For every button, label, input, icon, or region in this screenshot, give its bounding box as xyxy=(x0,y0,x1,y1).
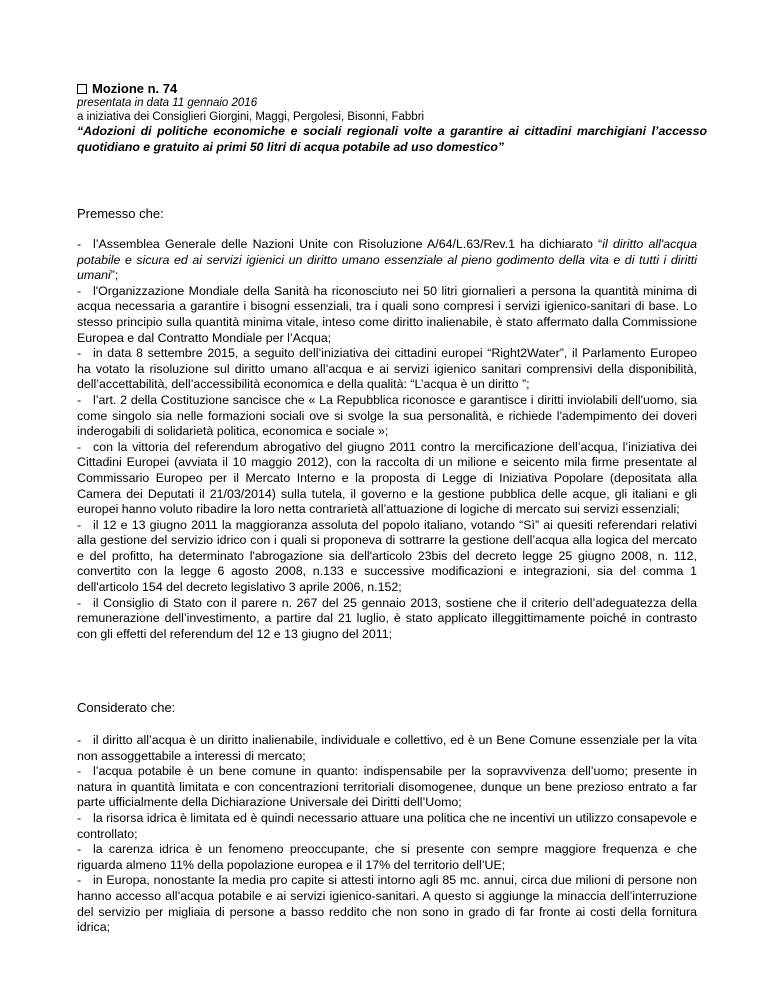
considerato-list xyxy=(77,733,697,936)
motion-title-line xyxy=(77,81,697,97)
list-item: - il 12 e 13 giugno 2011 la maggioranza assoluta del popolo italiano, votando “Sì” ai quesiti referendari relativi alla gestione del servizio idrico con i quali si proponeva di sottrarre la gestione dell’acqua alla logica del mercato e del profitto, ha determinato l'abrogazione sia dell'articolo 23bis del decreto legge 25 giugno 2008, n. 112, convertito con la legge 6 agosto 2008, n.133 e successive modificazioni e integrazioni, sia del comma 1 dell'articolo 154 del decreto legislativo 3 aprile 2006, n.152; xyxy=(77,517,697,595)
list-item: - in data 8 settembre 2015, a seguito dell’iniziativa dei cittadini europei “Right2Water”, il Parlamento Europeo ha votato la risoluzione sul diritto umano all’acqua e ai servizi igienico sanitari comprensivi della disponibilità, dell’accettabilità, dell’accessibilità economica e della qualità: “L’acqua è un diritto ”; xyxy=(77,346,697,392)
motion-title: Mozione n. 74 xyxy=(92,81,178,96)
list-item: - in Europa, nonostante la media pro capite si attesti intorno agli 85 mc. annui, circa due milioni di persone non hanno accesso all’acqua potabile e ai servizi igienico-sanitari. A questo si aggiunge la minaccia dell’interruzione del servizio per migliaia di persone a basso reddito che non sono in grado di far fronte ai costi della fornitura idrica; xyxy=(77,873,697,935)
motion-subject: “Adozioni di politiche economiche e sociali regionali volte a garantire ai cittadini marchigiani l’accesso quotidiano e gratuito ai primi 50 litri di acqua potabile ad uso domestico” xyxy=(77,124,707,154)
premesso-heading: Premesso che: xyxy=(77,206,164,221)
initiative-line: a iniziativa dei Consiglieri Giorgini, Maggi, Pergolesi, Bisonni, Fabbri xyxy=(77,110,425,123)
list-item: - l'Organizzazione Mondiale della Sanità ha riconosciuto nei 50 litri giornalieri a persona la quantità minima di acqua necessaria a garantire i bisogni essenziali, tra i quali sono compresi i servizi igienico-sanitari di base. Lo stesso principio sulla quantità minima vitale, inteso come diritto inalienabile, è stato affermato dalla Commissione Europea e dal Contratto Mondiale per l’Acqua; xyxy=(77,283,697,345)
considerato-heading: Considerato che: xyxy=(77,700,176,715)
list-item: - il diritto all’acqua è un diritto inalienabile, individuale e collettivo, ed è un Bene Comune essenziale per la vita non assoggettabile a interessi di mercato; xyxy=(77,733,697,763)
list-item: - l’acqua potabile è un bene comune in quanto: indispensabile per la sopravvivenza dell’uomo; presente in natura in quantità limitata e con concentrazioni territoriali disomogenee, dunque un bene prezioso entrato a far parte ufficialmente della Dichiarazione Universale dei Diritti dell’Uomo; xyxy=(77,764,697,810)
premesso-list xyxy=(77,237,697,642)
list-item: - il Consiglio di Stato con il parere n. 267 del 25 gennaio 2013, sostiene che il criterio dell’adeguatezza della remunerazione dell’investimento, a partire dal 21 luglio, è stato applicato illeggittimamente poiché in contrasto con gli effetti del referendum del 12 e 13 giugno del 2011; xyxy=(77,595,697,641)
list-item: - l’Assemblea Generale delle Nazioni Unite con Risoluzione A/64/L.63/Rev.1 ha dichiarato “il diritto all'acqua potabile e sicura ed ai servizi igienici un diritto umano essenziale al pieno godimento della vita e di tutti i diritti umani”; xyxy=(77,237,698,283)
presentation-date: presentata in data 11 gennaio 2016 xyxy=(77,97,258,109)
list-item: - la risorsa idrica è limitata ed è quindi necessario attuare una politica che ne incentivi un utilizzo consapevole e controllato; xyxy=(77,810,697,841)
list-item: - la carenza idrica è un fenomeno preoccupante, che si presente con sempre maggiore frequenza e che riguarda almeno 11% della popolazione europea e il 17% del territorio dell’UE; xyxy=(77,842,697,872)
motion-header xyxy=(77,81,707,155)
list-item: - con la vittoria del referendum abrogativo del giugno 2011 contro la mercificazione dell’acqua, l’iniziativa dei Cittadini Europei (avviata il 10 maggio 2012), con la raccolta di un milione e seicento mila firme presentate al Commissario Europeo per il Mercato Interno e la proposta di Legge di Iniziativa Popolare (depositata alla Camera dei Deputati il 21/03/2014) sulla tutela, il governo e la gestione pubblica delle acque, gli italiani e gli europei hanno voluto ribadire la loro netta contrarietà all’attuazione di logiche di mercato sui servizi essenziali; xyxy=(77,439,697,517)
checkbox-icon xyxy=(77,84,87,94)
list-item: - l’art. 2 della Costituzione sancisce che « La Repubblica riconosce e garantisce i diritti inviolabili dell'uomo, sia come singolo sia nelle formazioni sociali ove si svolge la sua personalità, e richiede l'adempimento dei doveri inderogabili di solidarietà politica, economica e sociale »; xyxy=(77,392,697,439)
